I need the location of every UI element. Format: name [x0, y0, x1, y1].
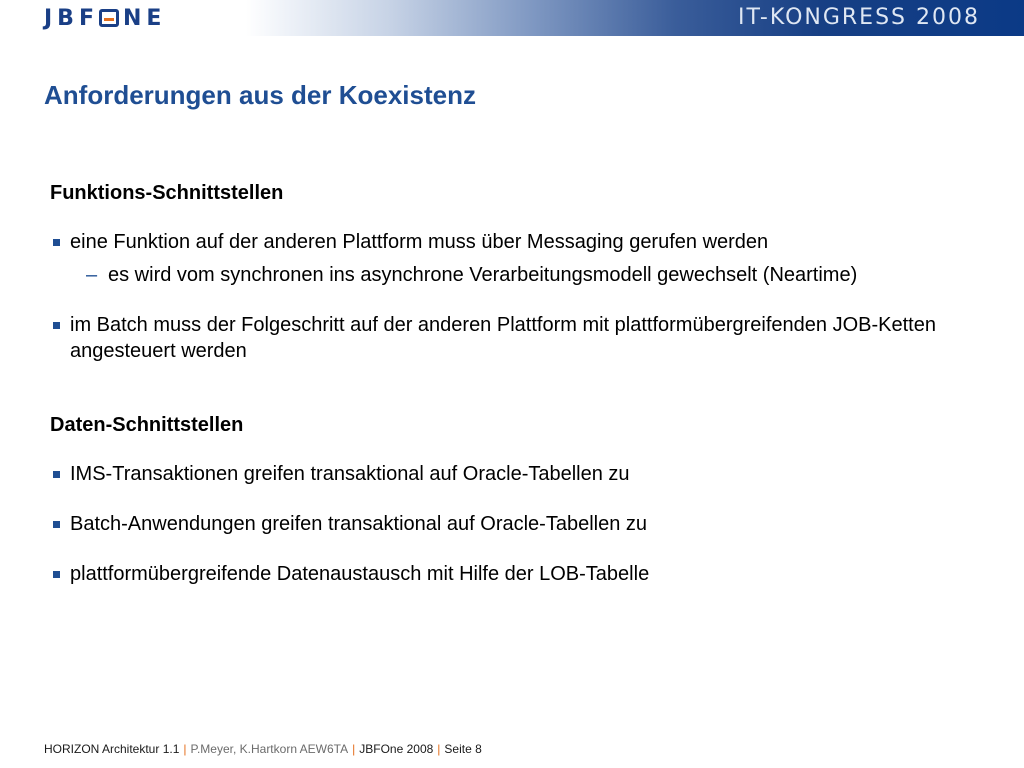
footer-event: JBFOne 2008: [359, 742, 434, 756]
bullet-item: [50, 511, 990, 537]
bullet-text: eine Funktion auf der anderen Plattform muss über Messaging gerufen werden: [70, 231, 769, 253]
footer-separator: |: [183, 742, 187, 756]
footer: [44, 742, 482, 756]
bullet-item: [50, 461, 990, 487]
footer-separator: |: [437, 742, 441, 756]
bullet-text: im Batch muss der Folgeschritt auf der anderen Plattform mit plattformübergreifenden JOB-Ketten angesteuert werden: [70, 314, 936, 362]
footer-page-number: Seite 8: [444, 742, 482, 756]
square-bullet-icon: [53, 571, 60, 578]
header-bar: [0, 0, 1024, 36]
congress-title: IT-KONGRESS 2008: [738, 5, 980, 30]
square-bullet-icon: [53, 239, 60, 246]
bullet-item: [50, 312, 990, 364]
bullet-item: [50, 229, 990, 255]
footer-presentation: HORIZON Architektur 1.1: [44, 742, 180, 756]
jbfone-logo: [44, 4, 166, 32]
logo-o-mark: [99, 9, 119, 27]
sub-bullet-item: [50, 262, 990, 288]
section-functions: [50, 180, 990, 364]
slide-title: Anforderungen aus der Koexistenz: [44, 80, 476, 110]
bullet-item: [50, 561, 990, 587]
square-bullet-icon: [53, 471, 60, 478]
bullet-text: Batch-Anwendungen greifen transaktional auf Oracle-Tabellen zu: [70, 513, 648, 535]
footer-authors: P.Meyer, K.Hartkorn AEW6TA: [190, 742, 349, 756]
footer-separator: |: [352, 742, 356, 756]
square-bullet-icon: [53, 322, 60, 329]
section-data: [50, 412, 990, 587]
slide-content: [50, 180, 990, 587]
bullet-text: IMS-Transaktionen greifen transaktional auf Oracle-Tabellen zu: [70, 463, 630, 485]
dash-bullet-icon: –: [86, 264, 98, 286]
bullet-text: plattformübergreifende Datenaustausch mit Hilfe der LOB-Tabelle: [70, 563, 650, 585]
section-heading: Daten-Schnittstellen: [50, 414, 244, 436]
logo-text: JBF NE: [44, 5, 167, 31]
section-heading: Funktions-Schnittstellen: [50, 182, 284, 204]
square-bullet-icon: [53, 521, 60, 528]
sub-bullet-text: es wird vom synchronen ins asynchrone Verarbeitungsmodell gewechselt (Neartime): [108, 264, 858, 286]
